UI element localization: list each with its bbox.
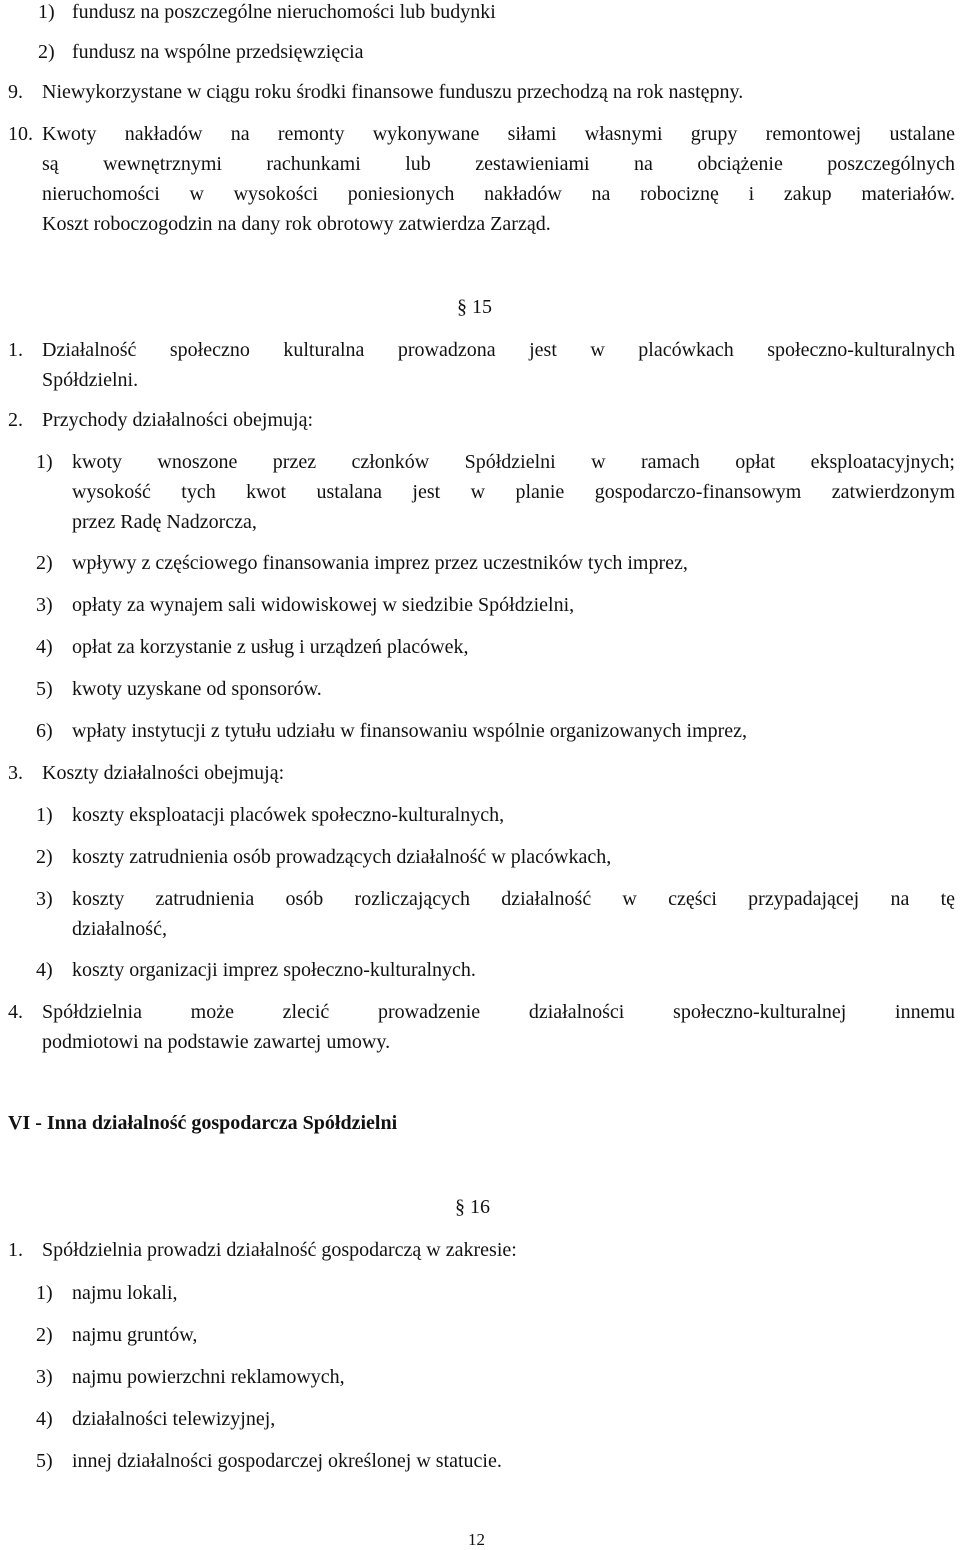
paragraph-line: Działalność społeczno kulturalna prowadzona jest w placówkach społeczno-kulturalnych [42, 339, 955, 361]
paragraph-line: nieruchomości w wysokości poniesionych nakładów na robociznę i zakup materiałów. [42, 183, 955, 205]
section-sign: § 16 [455, 1196, 490, 1218]
list-item-line: przez Radę Nadzorcza, [72, 511, 257, 533]
list-item-text: najmu gruntów, [72, 1324, 198, 1346]
list-number: 5) [36, 678, 53, 700]
list-number: 1) [38, 1, 55, 23]
list-item-text: koszty eksploatacji placówek społeczno-kulturalnych, [72, 804, 505, 826]
list-number: 3) [36, 594, 53, 616]
list-number: 1) [36, 451, 53, 473]
list-item-text: kwoty uzyskane od sponsorów. [72, 678, 322, 700]
list-number: 3) [36, 888, 53, 910]
paragraph-text: Koszty działalności obejmują: [42, 762, 285, 784]
list-number: 4) [36, 636, 53, 658]
page-number: 12 [468, 1530, 485, 1549]
list-number: 4) [36, 959, 53, 981]
list-number: 1) [36, 804, 53, 826]
paragraph-line: Spółdzielnia może zlecić prowadzenie działalności społeczno-kulturalnej innemu [42, 1001, 955, 1023]
paragraph-text: Przychody działalności obejmują: [42, 409, 314, 431]
list-item-text: fundusz na wspólne przedsięwzięcia [72, 41, 364, 63]
list-item-text: najmu powierzchni reklamowych, [72, 1366, 345, 1388]
list-number: 2) [36, 1324, 53, 1346]
list-item-line: wysokość tych kwot ustalana jest w planie gospodarczo-finansowym zatwierdzonym [72, 481, 955, 503]
list-number: 5) [36, 1450, 53, 1472]
list-item-line: działalność, [72, 918, 167, 940]
list-item-text: fundusz na poszczególne nieruchomości lub budynki [72, 1, 496, 23]
paragraph-number: 4. [8, 1001, 23, 1023]
list-number: 6) [36, 720, 53, 742]
paragraph-number: 3. [8, 762, 23, 784]
list-item-text: wpływy z częściowego finansowania imprez przez uczestników tych imprez, [72, 552, 688, 574]
paragraph-line: podmiotowi na podstawie zawartej umowy. [42, 1031, 391, 1053]
list-item-line: kwoty wnoszone przez członków Spółdzielni w ramach opłat eksploatacyjnych; [72, 451, 955, 473]
list-number: 1) [36, 1282, 53, 1304]
list-item-line: koszty zatrudnienia osób rozliczających działalność w części przypadającej na tę [72, 888, 955, 910]
paragraph-line: Kwoty nakładów na remonty wykonywane siłami własnymi grupy remontowej ustalane [42, 123, 955, 145]
list-item-text: innej działalności gospodarczej określonej w statucie. [72, 1450, 502, 1472]
list-number: 4) [36, 1408, 53, 1430]
paragraph-number: 2. [8, 409, 23, 431]
paragraph-text: Spółdzielnia prowadzi działalność gospodarczą w zakresie: [42, 1239, 517, 1261]
paragraph-number: 9. [8, 81, 23, 103]
list-item-text: opłaty za wynajem sali widowiskowej w siedzibie Spółdzielni, [72, 594, 575, 616]
list-number: 2) [36, 552, 53, 574]
list-item-text: koszty zatrudnienia osób prowadzących działalność w placówkach, [72, 846, 612, 868]
paragraph-text: Niewykorzystane w ciągu roku środki finansowe funduszu przechodzą na rok następny. [42, 81, 744, 103]
list-number: 2) [38, 41, 55, 63]
list-item-text: najmu lokali, [72, 1282, 178, 1304]
list-number: 3) [36, 1366, 53, 1388]
paragraph-number: 10. [8, 123, 33, 145]
list-item-text: koszty organizacji imprez społeczno-kulturalnych. [72, 959, 476, 981]
paragraph-line: Spółdzielni. [42, 369, 139, 391]
section-sign: § 15 [457, 296, 492, 318]
list-item-text: działalności telewizyjnej, [72, 1408, 276, 1430]
paragraph-number: 1. [8, 1239, 23, 1261]
list-number: 2) [36, 846, 53, 868]
paragraph-number: 1. [8, 339, 23, 361]
paragraph-line: są wewnętrznymi rachunkami lub zestawieniami na obciążenie poszczególnych [42, 153, 955, 175]
paragraph-line: Koszt roboczogodzin na dany rok obrotowy zatwierdza Zarząd. [42, 213, 551, 235]
chapter-heading: VI - Inna działalność gospodarcza Spółdzielni [8, 1112, 398, 1134]
list-item-text: wpłaty instytucji z tytułu udziału w finansowaniu wspólnie organizowanych imprez, [72, 720, 748, 742]
list-item-text: opłat za korzystanie z usług i urządzeń placówek, [72, 636, 469, 658]
